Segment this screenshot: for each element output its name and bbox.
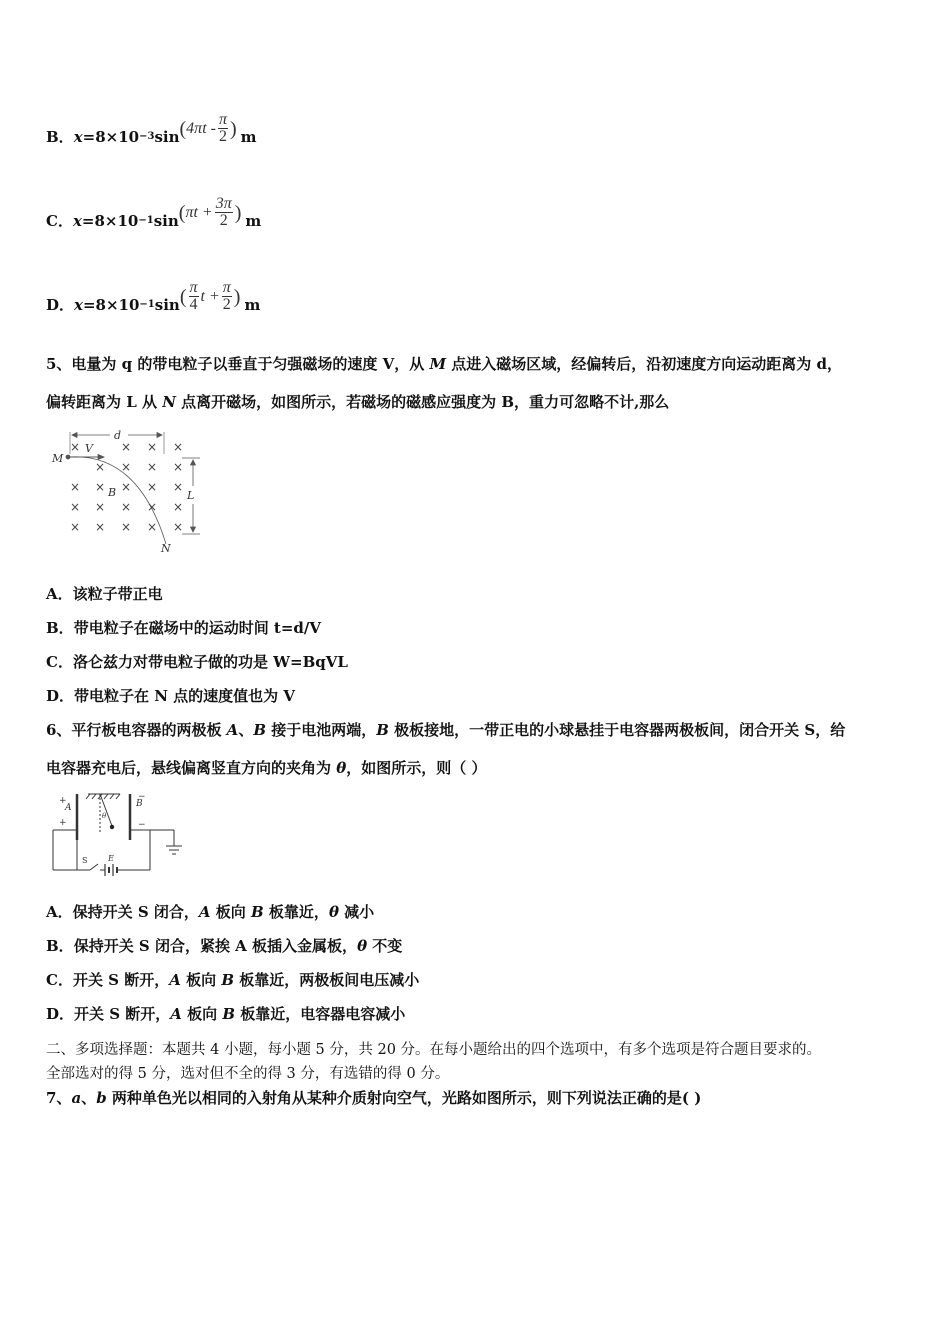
cross-mark: × bbox=[172, 440, 184, 454]
cross-mark: × bbox=[94, 480, 106, 494]
frac-den: 2 bbox=[219, 212, 228, 229]
text: 电容器充电后，悬线偏离竖直方向的夹角为 bbox=[46, 759, 337, 777]
exp: −3 bbox=[139, 130, 155, 142]
q6-option-d bbox=[46, 1004, 405, 1024]
exp: −1 bbox=[138, 214, 154, 226]
text: 开关 S 断开， bbox=[72, 971, 170, 989]
term: 4πt - bbox=[186, 119, 216, 137]
text: 开关 S 断开， bbox=[74, 1005, 171, 1023]
charged-ball bbox=[110, 825, 114, 829]
angle-theta: θ bbox=[328, 903, 339, 921]
open-paren: ( bbox=[179, 285, 187, 308]
text: 保持开关 S 闭合， bbox=[72, 903, 199, 921]
exp: −1 bbox=[139, 298, 155, 310]
text: 点进入磁场区域，经偏转后，沿初速度方向运动距离为 d， bbox=[446, 355, 843, 373]
section-2-line2: 全部选对的得 5 分，选对但不全的得 3 分，有选错的得 0 分。 bbox=[46, 1066, 450, 1082]
var: x bbox=[73, 127, 83, 146]
cross-mark: × bbox=[172, 480, 184, 494]
light-a: a bbox=[71, 1089, 82, 1107]
option-text: 洛仑兹力对带电粒子做的功是 W=BqVL bbox=[72, 653, 348, 671]
label-m: M bbox=[52, 452, 64, 465]
option-label: B． bbox=[46, 127, 74, 146]
option-label: C． bbox=[46, 211, 73, 230]
point-m: M bbox=[429, 355, 447, 373]
cross-mark: × bbox=[146, 500, 158, 514]
label-l: L bbox=[187, 489, 195, 502]
q5-option-d bbox=[46, 686, 295, 706]
cross-mark: × bbox=[69, 500, 81, 514]
text: 减小 bbox=[338, 903, 375, 921]
plate-b: B bbox=[222, 1005, 236, 1023]
cross-mark: × bbox=[120, 440, 132, 454]
label-e: E bbox=[108, 854, 114, 863]
option-text: 带电粒子在 N 点的速度值也为 V bbox=[74, 687, 296, 705]
coef: =8×10 bbox=[82, 295, 140, 314]
coef: =8×10 bbox=[82, 127, 140, 146]
cross-mark: × bbox=[69, 520, 81, 534]
plate-b: B bbox=[251, 903, 264, 921]
frac-num: π bbox=[222, 279, 231, 296]
text: ，如图所示，则（ ） bbox=[346, 759, 487, 777]
text: 接于电池两端， bbox=[266, 721, 377, 739]
fn: sin bbox=[154, 127, 180, 146]
plus-sign: + bbox=[59, 796, 67, 806]
minus-sign: − bbox=[138, 792, 146, 802]
cross-mark: × bbox=[172, 460, 184, 474]
plate-a: A bbox=[170, 1005, 182, 1023]
option-text: 带电粒子在磁场中的运动时间 t=d/V bbox=[73, 619, 322, 637]
text: 保持开关 S 闭合，紧挨 A 板插入金属板， bbox=[73, 937, 358, 955]
angle-theta: θ bbox=[357, 937, 368, 955]
cross-mark: × bbox=[120, 480, 132, 494]
open-paren: ( bbox=[179, 117, 187, 140]
label-n: N bbox=[161, 542, 171, 555]
q5-option-c bbox=[46, 652, 348, 672]
cross-mark: × bbox=[146, 440, 158, 454]
q6-option-b bbox=[46, 936, 402, 956]
text: 极板接地，一带正电的小球悬挂于电容器两极板间，闭合开关 S，给 bbox=[388, 721, 846, 739]
frac-num: π bbox=[189, 279, 198, 296]
fn: sin bbox=[154, 295, 180, 314]
fraction-2 bbox=[222, 280, 232, 313]
cross-mark: × bbox=[69, 480, 81, 494]
option-label: C． bbox=[46, 971, 73, 989]
frac-num: 3π bbox=[215, 195, 232, 212]
close-paren: ) bbox=[234, 201, 242, 224]
cross-mark: × bbox=[94, 520, 106, 534]
fraction bbox=[215, 196, 233, 229]
text: 板向 bbox=[180, 971, 222, 989]
fn: sin bbox=[153, 211, 179, 230]
text: 6、平行板电容器的两极板 bbox=[46, 721, 227, 739]
close-paren: ) bbox=[233, 285, 241, 308]
text: 偏转距离为 L 从 bbox=[46, 393, 163, 411]
option-label: A． bbox=[46, 585, 73, 603]
var: x bbox=[74, 295, 83, 314]
plate-a: A bbox=[226, 721, 239, 739]
option-label: C． bbox=[46, 653, 73, 671]
plate-b: B bbox=[376, 721, 389, 739]
label-b: B bbox=[108, 486, 117, 499]
option-label: D． bbox=[46, 1005, 75, 1023]
text: 两种单色光以相同的入射角从某种介质射向空气，光路如图所示，则下列说法正确的是( ) bbox=[106, 1089, 702, 1107]
q5-stem-line1 bbox=[46, 354, 842, 374]
q5-stem-line2 bbox=[46, 392, 669, 412]
cross-mark: × bbox=[69, 440, 81, 454]
section-2-line1: 二、多项选择题：本题共 4 小题，每小题 5 分，共 20 分。在每小题给出的四个选项中，有多个选项是符合题目要求的。 bbox=[46, 1042, 822, 1058]
fraction bbox=[218, 112, 228, 145]
text: 板靠近，两极板间电压减小 bbox=[234, 971, 420, 989]
close-paren: ) bbox=[229, 117, 237, 140]
frac-den: 2 bbox=[222, 296, 231, 313]
q5-magnetic-field-figure bbox=[48, 424, 218, 556]
cross-mark: × bbox=[146, 460, 158, 474]
label-a: A bbox=[65, 803, 72, 813]
unit: m bbox=[245, 211, 262, 230]
unit: m bbox=[240, 127, 257, 146]
text: 板向 bbox=[210, 903, 252, 921]
cross-mark: × bbox=[120, 500, 132, 514]
cross-mark: × bbox=[120, 520, 132, 534]
q6-stem-line1 bbox=[46, 720, 845, 740]
q7-stem bbox=[46, 1088, 701, 1108]
q6-option-c bbox=[46, 970, 419, 990]
label-theta: θ bbox=[102, 812, 107, 820]
label-b: B bbox=[136, 799, 143, 809]
text: 点离开磁场，如图所示，若磁场的磁感应强度为 B，重力可忽略不计,那么 bbox=[175, 393, 670, 411]
text: 板靠近，电容器电容减小 bbox=[235, 1005, 406, 1023]
cross-mark: × bbox=[120, 460, 132, 474]
q6-option-a bbox=[46, 902, 374, 922]
cross-mark: × bbox=[146, 480, 158, 494]
text: 板靠近， bbox=[263, 903, 329, 921]
q5-option-a bbox=[46, 584, 163, 604]
light-b: b bbox=[96, 1089, 107, 1107]
label-v: V bbox=[85, 442, 93, 455]
plus-sign: + bbox=[59, 818, 67, 828]
text: 、 bbox=[81, 1089, 97, 1107]
text: 5、电量为 q 的带电粒子以垂直于匀强磁场的速度 V，从 bbox=[46, 355, 430, 373]
label-s: S bbox=[82, 856, 88, 865]
q4-option-d bbox=[46, 279, 261, 321]
q6-stem-line2 bbox=[46, 758, 486, 778]
plate-a: A bbox=[169, 971, 181, 989]
unit: m bbox=[244, 295, 261, 314]
term: πt + bbox=[185, 203, 213, 221]
cross-mark: × bbox=[172, 520, 184, 534]
cross-mark: × bbox=[94, 500, 106, 514]
fraction-1 bbox=[189, 280, 199, 313]
cross-mark: × bbox=[94, 460, 106, 474]
point-n: N bbox=[162, 393, 176, 411]
text: 不变 bbox=[367, 937, 403, 955]
coef: =8×10 bbox=[81, 211, 139, 230]
plate-b: B bbox=[221, 971, 235, 989]
question-number: 7、 bbox=[46, 1089, 72, 1107]
var: x bbox=[72, 211, 82, 230]
text: 、 bbox=[238, 721, 254, 739]
frac-den: 4 bbox=[189, 296, 198, 313]
minus-sign: − bbox=[138, 820, 146, 830]
cross-mark: × bbox=[172, 500, 184, 514]
term: t + bbox=[200, 287, 220, 305]
label-d: d bbox=[114, 429, 122, 442]
frac-den: 2 bbox=[218, 128, 227, 145]
option-label: D． bbox=[46, 295, 75, 314]
option-text: 该粒子带正电 bbox=[72, 585, 163, 603]
option-label: B． bbox=[46, 937, 74, 955]
plate-b: B bbox=[253, 721, 267, 739]
q4-option-b bbox=[46, 111, 257, 153]
option-label: A． bbox=[46, 903, 73, 921]
frac-num: π bbox=[218, 111, 227, 128]
option-label: D． bbox=[46, 687, 75, 705]
cross-mark: × bbox=[146, 520, 158, 534]
q6-capacitor-figure bbox=[50, 790, 190, 882]
angle-theta: θ bbox=[336, 759, 347, 777]
plate-a: A bbox=[198, 903, 211, 921]
text: 板向 bbox=[181, 1005, 223, 1023]
option-label: B． bbox=[46, 619, 74, 637]
open-paren: ( bbox=[178, 201, 186, 224]
q5-option-b bbox=[46, 618, 321, 638]
